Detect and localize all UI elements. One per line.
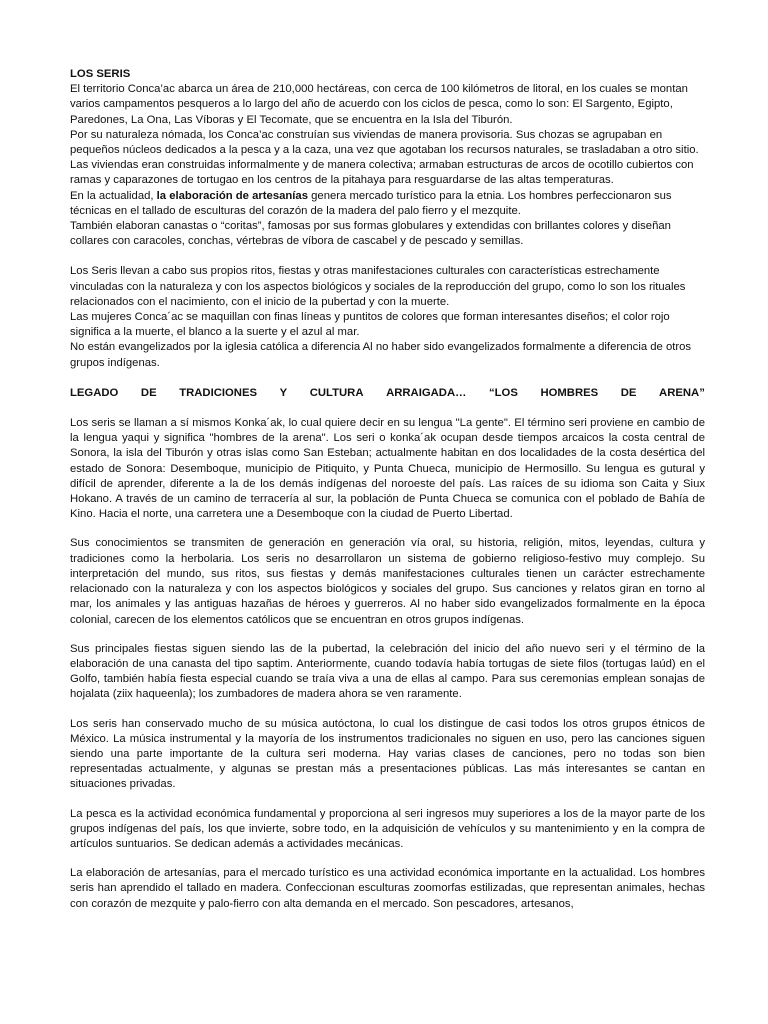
spacer: [70, 371, 705, 386]
ritos-paragraph: Los Seris llevan a cabo sus propios ritos, fiestas y otras manifestaciones culturales con características estrechamente vinculadas con la naturaleza y con los aspectos biológicos y sociales de la reproducción del grupo, como lo son los rituales relacionados con el nacimiento, con el inicio de la pubertad y con la muerte.: [70, 265, 686, 308]
spacer: [70, 522, 705, 536]
section-heading: [70, 386, 705, 401]
spacer: [70, 852, 705, 866]
artesanias-bold-text: la elaboración de artesanías: [156, 189, 308, 202]
heading-word: ARRAIGADA…: [386, 386, 467, 399]
canastas-paragraph: También elaboran canastas o “coritas”, famosas por sus formas globulares y extendidas con brillantes colores y diseñan collares con caracoles, conchas, vértebras de víbora de cascabel y de pescado y semillas.: [70, 220, 671, 248]
spacer: [70, 249, 705, 264]
body-paragraph: La pesca es la actividad económica fundamental y proporciona al seri ingresos muy superiores a los de la mayor parte de los grupos indígenas del país, los que invierte, sobre todo, en la adquisición de vehículos y su mantenimiento y en la compra de artículos suntuarios. Se dedican además a actividades mecánicas.: [70, 807, 705, 850]
body-paragraph: Los seris se llaman a sí mismos Konka´ak, lo cual quiere decir en su lengua "La gente". El término seri proviene en cambio de la lengua yaqui y significa "hombres de la arena". Los seri o konka´ak ocupan desde tiempos arcaicos la costa central de Sonora, la isla del Tiburón y otras islas como San Esteban; actualmente habitan en dos localidades de la costa desértica del estado de Sonora: Desemboque, municipio de Pitiquito, y Punta Chueca, municipio de Hermosillo. Su lengua es gutural y difícil de aprender, diferente a la de los demás indígenas del noroeste del país. Las raíces de su idioma son Caita y Siux Hokano. A través de un camino de terracería al sur, la población de Punta Chueca se comunica con el poblado de Bahía de Kino. Hacia el norte, una carretera une a Desemboque con la ciudad de Puerto Libertad.: [70, 417, 705, 521]
document-content: [70, 67, 705, 912]
document-title: LOS SERIS: [70, 68, 131, 80]
heading-word: CULTURA: [309, 386, 364, 399]
body-paragraph: Sus principales fiestas siguen siendo las de la pubertad, la celebración del inicio del año nuevo seri y el término de la elaboración de una canasta del tipo saptim. Anteriormente, cuando todavía había tortugas de siete filos (tortugas laúd) en el Golfo, también había fiesta especial cuando se traía viva a una de ellas al campo. Para sus ceremonias emplean sonajas de hojalata (ziix haqueenla); los zumbadores de madera ahora se ven raramente.: [70, 642, 705, 701]
spacer: [70, 401, 705, 416]
intro-paragraph: Por su naturaleza nómada, los Conca’ac construían sus viviendas de manera provisoria. Sus chozas se agrupaban en pequeños núcleos dedicados a la pesca y a la caza, una vez que agotaban los recursos naturales, se trasladaban a otro sitio.: [70, 128, 699, 157]
intro-paragraph: El territorio Conca’ac abarca un área de 210,000 hectáreas, con cerca de 100 kilómetros de litoral, en los cuales se montan varios campamentos pesqueros a lo largo del año de acuerdo con los ciclos de pesca, como lo son: El Sargento, Egipto, Paredones, La Ona, Las Víboras y El Tecomate, que se encuentra en la Isla del Tiburón.: [70, 83, 688, 126]
body-paragraph: Los seris han conservado mucho de su música autóctona, lo cual los distingue de casi todos los otros grupos étnicos de México. La música instrumental y la mayoría de los instrumentos tradicionales no siguen en uso, pero las canciones siguen siendo una parte importante de la cultura seri moderna. Hay varias clases de canciones, pero no todas son bien representadas actualmente, y algunas se prestan más a presentaciones públicas. Las más interesantes se cantan en situaciones privadas.: [70, 717, 705, 791]
intro-paragraph: Las viviendas eran construidas informalmente y de manera colectiva; armaban estructuras de arcos de ocotillo cubiertos con ramas y caparazones de tortugao en los centros de la pitahaya para resguardarse de las altas temperaturas.: [70, 159, 694, 187]
ritos-paragraph: Las mujeres Conca´ac se maquillan con finas líneas y puntitos de colores que forman interesantes diseños; el color rojo significa a la muerte, el blanco a la suerte y el azul al mar.: [70, 311, 670, 339]
ritos-paragraph: No están evangelizados por la iglesia católica a diferencia Al no haber sido evangelizados formalmente a diferencia de otros grupos indígenas.: [70, 341, 692, 369]
heading-word: ARENA”: [659, 386, 705, 399]
heading-word: Y: [279, 386, 288, 399]
artesanias-text-before: En la actualidad,: [70, 189, 157, 202]
body-paragraph: Sus conocimientos se transmiten de generación en generación vía oral, su historia, religión, mitos, leyendas, cultura y tradiciones como la herbolaria. Los seris no desarrollaron un sistema de gobierno religioso-festivo muy complejo. Su interpretación del mundo, sus ritos, sus fiestas y demás manifestaciones culturales tienen un carácter estrechamente relacionado con la naturaleza y con los aspectos biológicos y sociales del grupo. Sus canciones y relatos giran en torno al mar, los animales y las antiguas hazañas de héroes y guerreros. Al no haber sido evangelizados formalmente en la época colonial, carecen de los elementos católicos que se encuentran en otros grupos indígenas.: [70, 537, 705, 626]
artesanias-paragraph: [70, 189, 705, 219]
spacer: [70, 628, 705, 642]
heading-word: DE: [620, 386, 637, 399]
heading-word: “LOS: [488, 386, 518, 399]
spacer: [70, 703, 705, 717]
spacer: [70, 793, 705, 807]
body-paragraph: La elaboración de artesanías, para el mercado turístico es una actividad económica importante en la actualidad. Los hombres seris han aprendido el tallado en madera. Confeccionan esculturas zoomorfas estilizadas, que representan animales, hechas con corazón de mezquite y palo-fierro con alta demanda en el mercado. Son pescadores, artesanos,: [70, 867, 705, 910]
heading-word: TRADICIONES: [179, 386, 258, 399]
artesanias-text-after: genera mercado turístico para la etnia. Los hombres perfeccionaron sus técnicas en el tallado de esculturas del corazón de la madera del palo fierro y el mezquite.: [70, 189, 672, 217]
heading-word: LEGADO: [70, 386, 119, 399]
heading-word: HOMBRES: [540, 386, 599, 399]
heading-word: DE: [140, 386, 157, 399]
